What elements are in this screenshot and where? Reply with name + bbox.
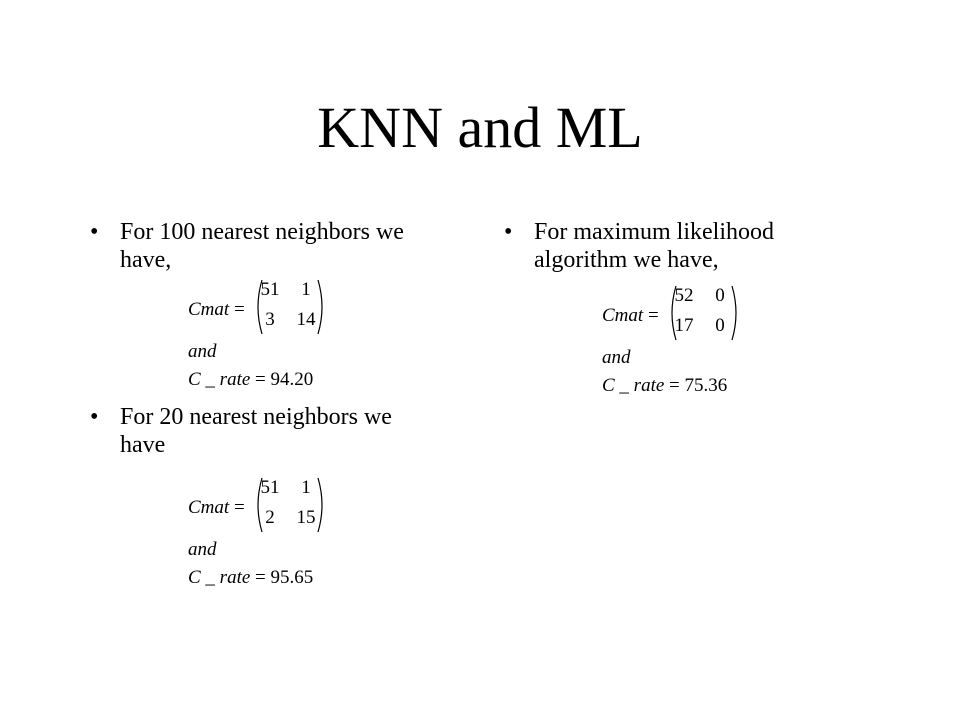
rate-row — [188, 369, 313, 391]
matrix-cell: 3 — [265, 309, 275, 330]
right-paren — [316, 279, 328, 335]
equation-knn-100 — [188, 279, 348, 389]
rate-row — [602, 375, 727, 397]
bullet-text: For 20 nearest neighbors we have — [120, 404, 392, 458]
bullet-dot: • — [90, 219, 99, 245]
equals-sign: = — [234, 299, 245, 320]
right-paren — [730, 285, 742, 341]
and-label: and — [188, 539, 217, 560]
bullet-text: For maximum likelihood algorithm we have, — [534, 219, 774, 273]
and-label: and — [602, 347, 631, 368]
right-paren — [316, 477, 328, 533]
rate-label: C _ rate — [602, 375, 665, 396]
equals-sign: = — [255, 369, 266, 390]
bullet-dot: • — [504, 219, 513, 245]
matrix-cell: 17 — [674, 315, 694, 336]
bullet-text: For 100 nearest neighbors we have, — [120, 219, 404, 273]
cmat-label: Cmat — [188, 497, 230, 518]
equation-ml — [602, 285, 762, 395]
equals-sign: = — [255, 567, 266, 588]
matrix-cell: 51 — [260, 477, 280, 498]
rate-label: C _ rate — [188, 567, 251, 588]
bullet-dot: • — [90, 404, 99, 430]
matrix-cell: 15 — [296, 507, 316, 528]
cmat-label: Cmat — [602, 305, 644, 326]
equals-sign: = — [669, 375, 680, 396]
matrix-cell: 1 — [301, 279, 311, 300]
matrix-cell: 1 — [301, 477, 311, 498]
bullet-ml — [504, 218, 824, 274]
equation-knn-20 — [188, 477, 348, 587]
matrix-cell: 0 — [715, 285, 725, 306]
matrix-cell: 52 — [674, 285, 694, 306]
matrix-cell: 2 — [265, 507, 275, 528]
cmat-label: Cmat — [188, 299, 230, 320]
matrix-cell: 0 — [715, 315, 725, 336]
equals-sign: = — [234, 497, 245, 518]
rate-row — [188, 567, 313, 589]
rate-value: 94.20 — [270, 369, 314, 390]
and-label: and — [188, 341, 217, 362]
bullet-knn-20 — [90, 403, 440, 459]
rate-value: 95.65 — [270, 567, 314, 588]
bullet-knn-100 — [90, 218, 440, 274]
rate-label: C _ rate — [188, 369, 251, 390]
rate-value: 75.36 — [684, 375, 728, 396]
slide-title: KNN and ML — [317, 95, 643, 160]
equals-sign: = — [648, 305, 659, 326]
matrix-cell: 51 — [260, 279, 280, 300]
matrix-cell: 14 — [296, 309, 316, 330]
